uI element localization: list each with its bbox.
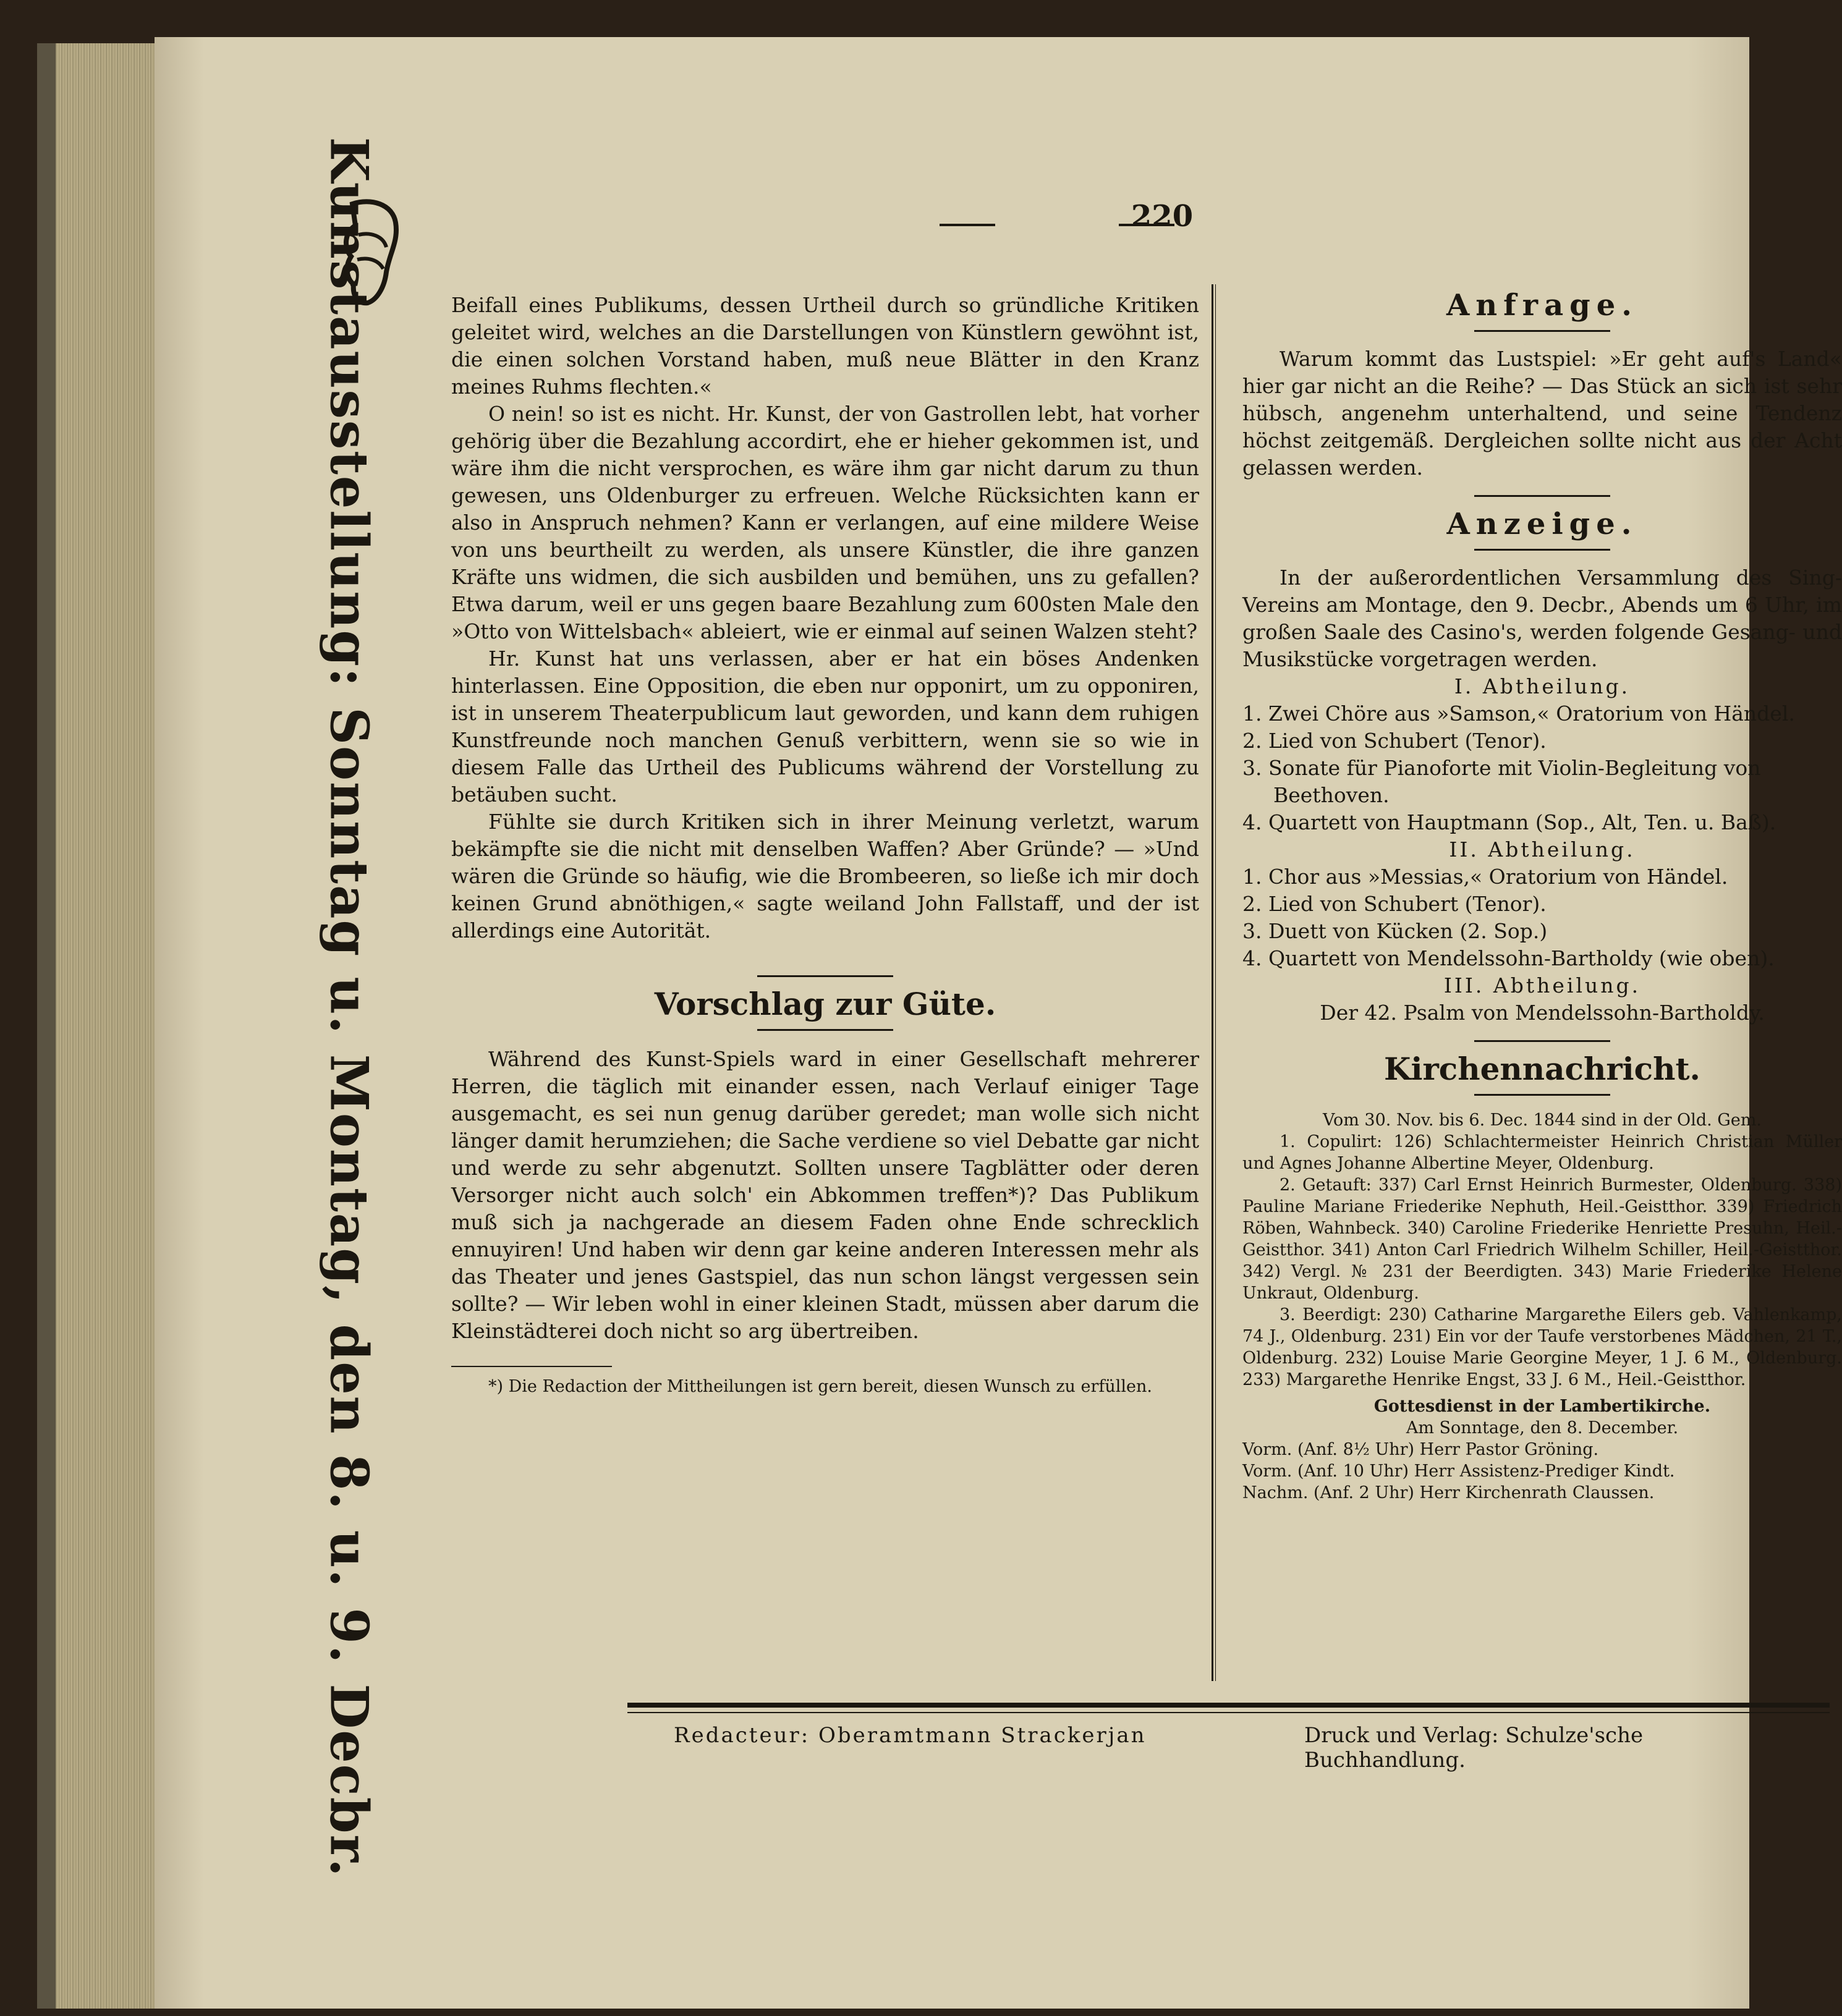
section-1-item: 2. Lied von Schubert (Tenor). (1242, 729, 1547, 753)
left-paragraph-1: Beifall eines Publikums, dessen Urtheil durch so gründliche Kritiken geleitet wird, welches an die Darstellungen von Künstlern gewöhnt ist, die einen solchen Vorstand haben, muß neue Blätter in den Kranz meines Ruhms flechten.« (451, 293, 1199, 399)
gottesdienst-item: Vorm. (Anf. 8½ Uhr) Herr Pastor Gröning. (1242, 1440, 1599, 1459)
anfrage-text: Warum kommt das Lustspiel: »Er geht auf's Land« hier gar nicht an die Reihe? — Das Stück an sich ist sehr hübsch, angenehm unterhaltend, und seine Tendenz höchst zeitgemäß. Dergleichen sollte nicht aus der Acht gelassen werden. (1242, 347, 1842, 480)
heading-anfrage: Anfrage. (1446, 288, 1638, 323)
left-paragraph-2: O nein! so ist es nicht. Hr. Kunst, der von Gastrollen lebt, hat vorher gehörig über die Bezahlung accordirt, ehe er hieher gekommen ist, und wäre ihm die nicht versprochen, es wäre ihm gar nicht darum zu thun gewesen, uns Oldenburger zu erfreuen. Welche Rücksichten kann er also in Anspruch nehmen? Kann er verlangen, auf eine mildere Weise von uns beurtheilt zu werden, als unsere Künstler, die ihre ganzen Kräfte uns widmen, die sich ausbilden und bemühen, uns zu gefallen? Etwa darum, weil er uns gegen baare Bezahlung zum 600sten Male den »Otto von Wittelsbach« ableiert, wie er einmal auf seinen Walzen steht? (451, 402, 1199, 643)
kirchen-copulirt: 1. Copulirt: 126) Schlachtermeister Heinrich Christian Müller und Agnes Johanne Albertine Meyer, Oldenburg. (1242, 1132, 1842, 1173)
section-2-item: 3. Duett von Kücken (2. Sop.) (1242, 919, 1548, 943)
section-1-item: 1. Zwei Chöre aus »Samson,« Oratorium von Händel. (1242, 701, 1795, 726)
gottesdienst-date: Am Sonntage, den 8. December. (1406, 1418, 1679, 1438)
vertical-section-title (312, 137, 386, 1878)
gottesdienst-item: Nachm. (Anf. 2 Uhr) Herr Kirchenrath Claussen. (1242, 1483, 1655, 1502)
vertical-title-text: Kunstausstellung: Sonntag u. Montag, den 8. u. 9. Decbr. (318, 137, 380, 1878)
section-1-item: 4. Quartett von Hauptmann (Sop., Alt, Ten. u. Baß). (1242, 810, 1776, 834)
left-column (451, 292, 1199, 1397)
section-rule (1474, 1094, 1610, 1096)
right-column (1242, 288, 1842, 1504)
section-2-title: II. Abtheilung. (1449, 837, 1636, 862)
section-2-item: 1. Chor aus »Messias,« Oratorium von Händel. (1242, 865, 1728, 889)
section-rule (1474, 330, 1610, 332)
footer-publisher: Druck und Verlag: Schulze'sche Buchhandlung. (1304, 1723, 1644, 1772)
section-3-title: III. Abtheilung. (1443, 973, 1641, 997)
section-2-item: 4. Quartett von Mendelssohn-Bartholdy (wie oben). (1242, 946, 1775, 970)
heading-kirchennachricht: Kirchennachricht. (1384, 1051, 1700, 1087)
kirchen-beerdigt: 3. Beerdigt: 230) Catharine Margarethe Eilers geb. Vahlenkamp, 74 J., Oldenburg. 231) Ein vor der Taufe verstorbenes Mädchen, 21 T., Oldenburg. 232) Louise Marie Georgine Meyer, 1 J. 6 M., Oldenburg. 233) Margarethe Henrike Engst, 33 J. 6 M., Heil.-Geistthor. (1242, 1305, 1842, 1389)
gottesdienst-title: Gottesdienst in der Lambertikirche. (1373, 1397, 1711, 1416)
section-1-title: I. Abtheilung. (1454, 674, 1631, 698)
book-page-edges (37, 43, 173, 2009)
footnote: *) Die Redaction der Mittheilungen ist gern bereit, diesen Wunsch zu erfüllen. (488, 1377, 1153, 1396)
section-rule (757, 1029, 893, 1031)
kirchen-intro: Vom 30. Nov. bis 6. Dec. 1844 sind in der Old. Gem. (1322, 1111, 1762, 1130)
heading-anzeige: Anzeige. (1446, 507, 1638, 541)
heading-vorschlag: Vorschlag zur Güte. (654, 986, 996, 1022)
column-divider (1212, 284, 1213, 1681)
section-rule (757, 975, 893, 977)
kirchen-getauft: 2. Getauft: 337) Carl Ernst Heinrich Burmester, Oldenburg. 338) Pauline Mariane Friederike Nephuth, Heil.-Geistthor. 339) Friedrich Röben, Wahnbeck. 340) Caroline Friederike Henriette Presuhn, Heil.-Geistthor. 341) Anton Carl Friedrich Wilhelm Schiller, Heil.-Geistthor. 342) Vergl. № 231 der Beerdigten. 343) Marie Friederike Helene Unkraut, Oldenburg. (1242, 1175, 1842, 1303)
left-paragraph-3: Hr. Kunst hat uns verlassen, aber er hat ein böses Andenken hinterlassen. Eine Opposition, die eben nur opponirt, um zu opponiren, ist in unserem Theaterpublicum laut geworden, und kann dem ruhigen Kunstfreunde noch manchen Genuß verbittern, wenn sie so wie in diesem Falle das Urtheil des Publicums während der Vorstellung zu betäuben sucht. (451, 646, 1199, 807)
section-1-item: 3. Sonate für Pianoforte mit Violin-Begleitung von Beethoven. (1242, 756, 1761, 807)
footer-editor: Redacteur: Oberamtmann Strackerjan (674, 1723, 1147, 1748)
column-divider-thin (1215, 284, 1216, 1681)
newspaper-page (155, 37, 1842, 2009)
section-rule (1474, 1040, 1610, 1042)
page-number-rule-left (940, 224, 995, 226)
page-number-rule-right (1119, 224, 1174, 226)
anzeige-intro: In der außerordentlichen Versammlung des Sing-Vereins am Montage, den 9. Decbr., Abends um 6 Uhr, im großen Saale des Casino's, werden folgende Gesang- und Musikstücke vorgetragen werden. (1242, 565, 1842, 671)
section-3-item: Der 42. Psalm von Mendelssohn-Bartholdy. (1320, 1001, 1765, 1025)
section-rule (1474, 549, 1610, 551)
footer-rule-thin (627, 1712, 1830, 1713)
footer-rule-thick (627, 1703, 1830, 1708)
section-rule (1474, 495, 1610, 497)
footnote-rule (451, 1366, 612, 1367)
gottesdienst-item: Vorm. (Anf. 10 Uhr) Herr Assistenz-Prediger Kindt. (1242, 1462, 1675, 1481)
proposal-paragraph: Während des Kunst-Spiels ward in einer Gesellschaft mehrerer Herren, die täglich mit einander essen, nach Verlauf einiger Tage ausgemacht, es sei nun genug darüber geredet; man wolle sich nicht länger damit herumziehen; die Sache verdiene so viel Debatte gar nicht und werde zu sehr abgenutzt. Sollten unsere Tagblätter oder deren Versorger nicht auch solch' ein Abkommen treffen*)? Das Publikum muß sich ja nachgerade an diesem Faden ohne Ende schrecklich ennuyiren! Und haben wir denn gar keine anderen Interessen mehr als das Theater und jenes Gastspiel, das nun schon längst vergessen sein sollte? — Wir leben wohl in einer kleinen Stadt, müssen aber darum die Kleinstädterei doch nicht so arg übertreiben. (451, 1047, 1199, 1343)
left-paragraph-4: Fühlte sie durch Kritiken sich in ihrer Meinung verletzt, warum bekämpfte sie die nicht mit denselben Waffen? Aber Gründe? — »Und wären die Gründe so häufig, wie die Brombeeren, so ließe ich mir doch keinen Grund abnöthigen,« sagte weiland John Fallstaff, und der ist allerdings eine Autorität. (451, 810, 1199, 942)
section-2-item: 2. Lied von Schubert (Tenor). (1242, 892, 1547, 916)
page-number: 220 (1131, 199, 1194, 234)
